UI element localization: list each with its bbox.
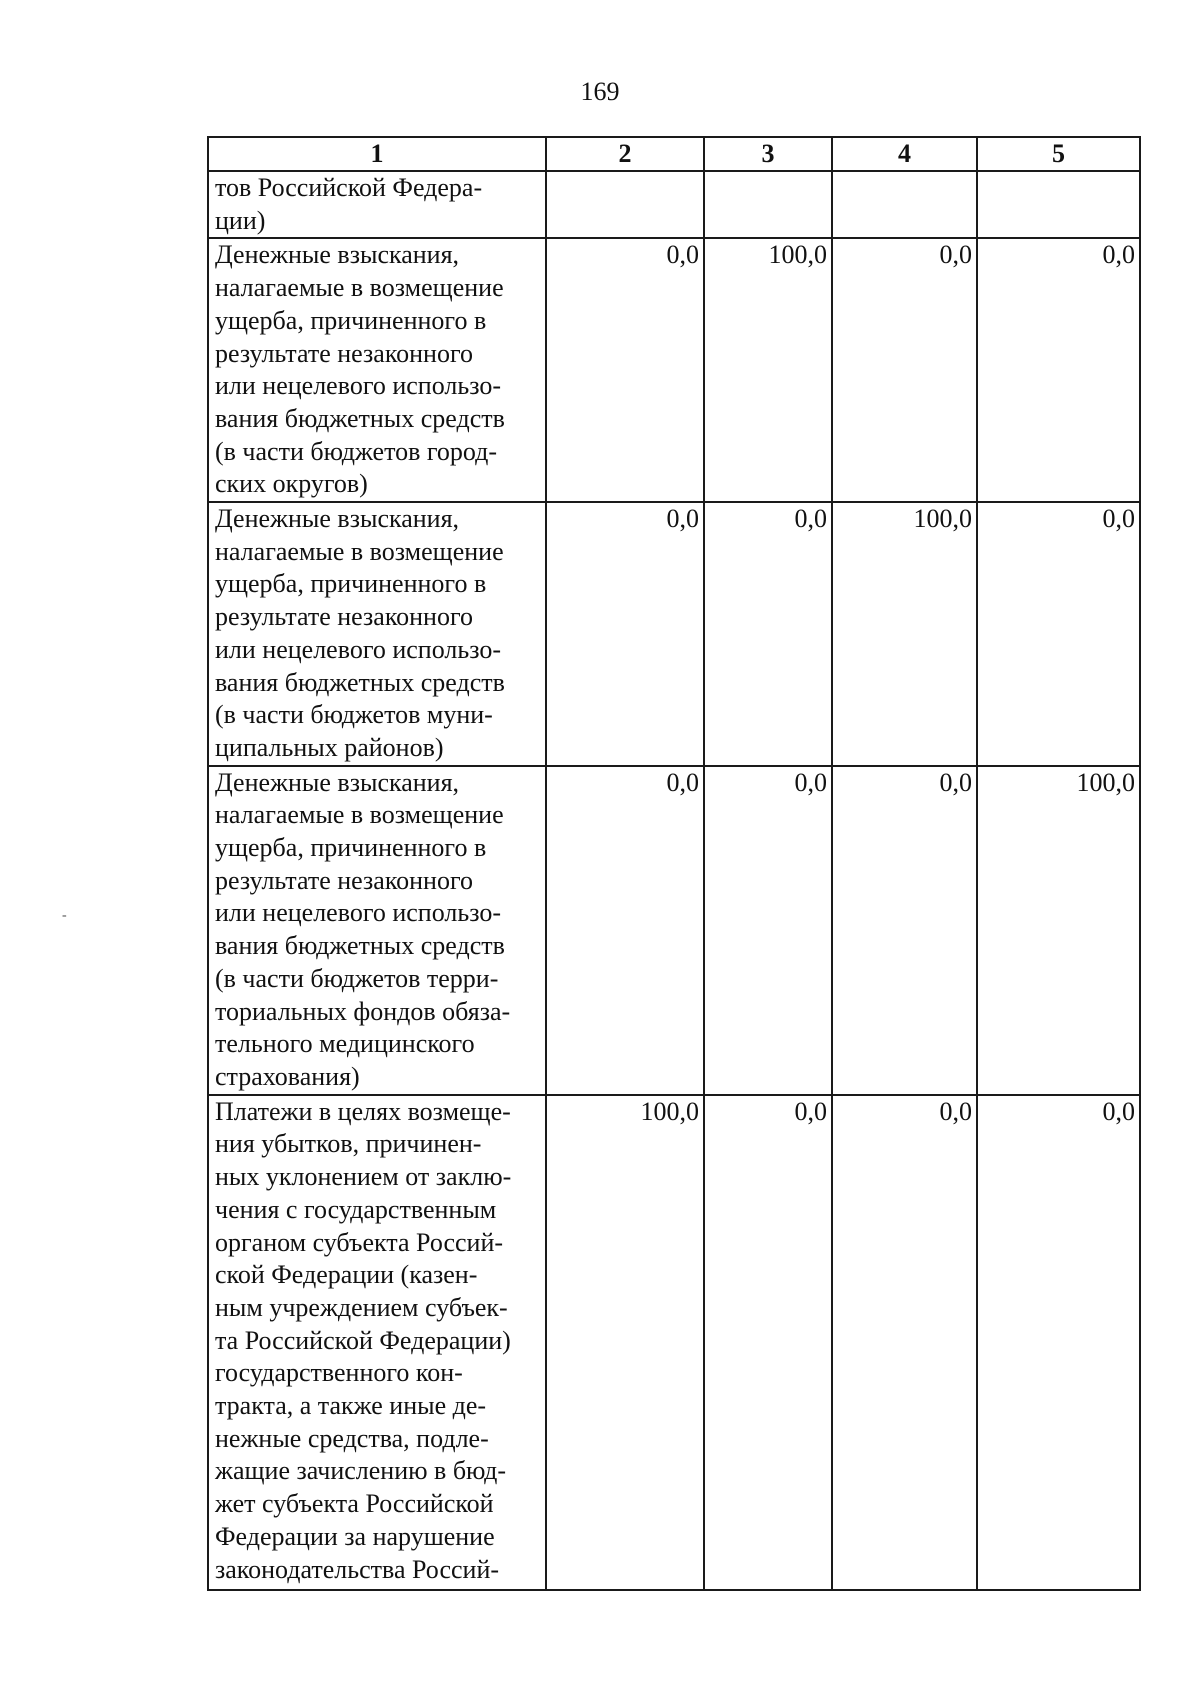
table-header-row xyxy=(208,137,1140,171)
value-cell-col4: 0,0 xyxy=(832,766,977,1095)
table-row xyxy=(208,502,1140,766)
value-cell-col2: 100,0 xyxy=(546,1095,704,1591)
table-row xyxy=(208,1095,1140,1591)
value-cell-col4 xyxy=(832,171,977,238)
table-row xyxy=(208,171,1140,238)
value-cell-col2 xyxy=(546,171,704,238)
value-cell-col4: 0,0 xyxy=(832,238,977,502)
column-header-2: 2 xyxy=(546,137,704,171)
column-header-4: 4 xyxy=(832,137,977,171)
value-cell-col4: 100,0 xyxy=(832,502,977,766)
value-cell-col5: 0,0 xyxy=(977,502,1140,766)
value-cell-col3: 0,0 xyxy=(704,502,832,766)
value-cell-col5: 100,0 xyxy=(977,766,1140,1095)
row-name-cell: Денежные взыскания, налагаемые в возмещение ущерба, причиненного в результате незаконного или нецелевого использо- вания бюджетных средств (в части бюджетов терри- ториальных фондов обяза- тельного медицинского страхования) xyxy=(208,766,546,1095)
table-row xyxy=(208,238,1140,502)
value-cell-col5: 0,0 xyxy=(977,1095,1140,1591)
value-cell-col3: 0,0 xyxy=(704,766,832,1095)
column-header-1: 1 xyxy=(208,137,546,171)
row-name-cell: тов Российской Федера- ции) xyxy=(208,171,546,238)
row-name-cell: Платежи в целях возмеще- ния убытков, причинен- ных уклонением от заклю- чения с государственным органом субъекта Россий- ской Федерации (казен- ным учреждением субъек- та Российской Федерации) государственного кон- тракта, а также иные де- нежные средства, подле- жащие зачислению в бюд- жет субъекта Российской Федерации за нарушение законодательства Россий- xyxy=(208,1095,546,1591)
value-cell-col3: 100,0 xyxy=(704,238,832,502)
stray-mark: - xyxy=(62,908,67,923)
column-header-5: 5 xyxy=(977,137,1140,171)
value-cell-col3 xyxy=(704,171,832,238)
value-cell-col5: 0,0 xyxy=(977,238,1140,502)
row-name-cell: Денежные взыскания, налагаемые в возмещение ущерба, причиненного в результате незаконного или нецелевого использо- вания бюджетных средств (в части бюджетов муни- ципальных районов) xyxy=(208,502,546,766)
value-cell-col2: 0,0 xyxy=(546,766,704,1095)
row-name-cell: Денежные взыскания, налагаемые в возмещение ущерба, причиненного в результате незаконного или нецелевого использо- вания бюджетных средств (в части бюджетов город- ских округов) xyxy=(208,238,546,502)
column-header-3: 3 xyxy=(704,137,832,171)
value-cell-col5 xyxy=(977,171,1140,238)
page-number: 169 xyxy=(580,77,620,106)
value-cell-col3: 0,0 xyxy=(704,1095,832,1591)
value-cell-col2: 0,0 xyxy=(546,502,704,766)
value-cell-col4: 0,0 xyxy=(832,1095,977,1591)
table-row xyxy=(208,766,1140,1095)
revenue-distribution-table xyxy=(207,136,1141,1591)
value-cell-col2: 0,0 xyxy=(546,238,704,502)
